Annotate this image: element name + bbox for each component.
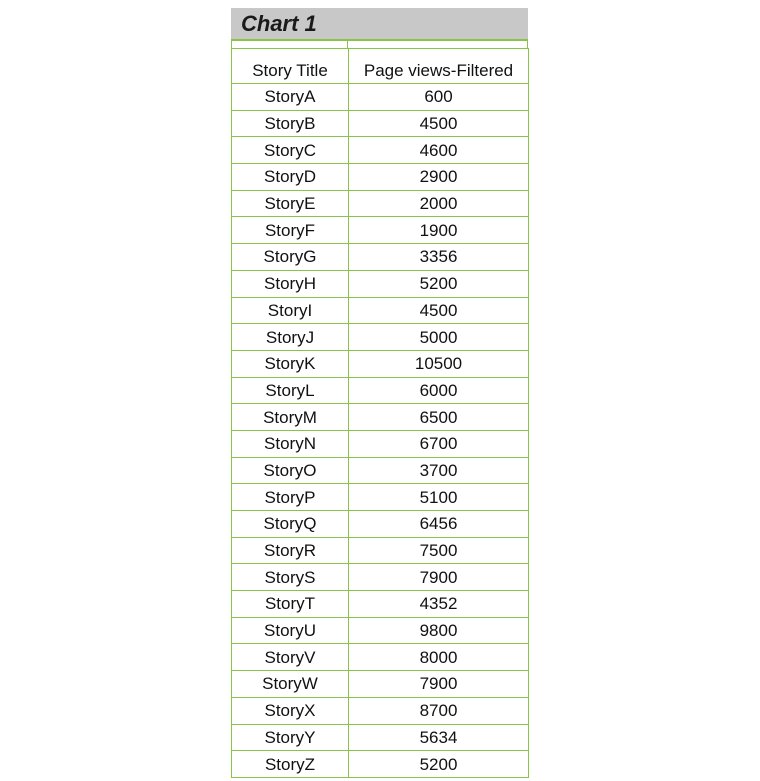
- page-views-cell: 8000: [349, 644, 529, 671]
- story-title-cell: StoryX: [232, 697, 349, 724]
- table-row: [232, 110, 529, 137]
- table-row: [232, 297, 529, 324]
- table-row: [232, 697, 529, 724]
- table-row: [232, 244, 529, 271]
- page-views-cell: 6500: [349, 404, 529, 431]
- table-row: [232, 377, 529, 404]
- page-views-cell: 5634: [349, 724, 529, 751]
- spacer-row: [231, 41, 528, 48]
- story-title-cell: StoryK: [232, 350, 349, 377]
- page-views-cell: 8700: [349, 697, 529, 724]
- page-views-cell: 5200: [349, 751, 529, 778]
- story-title-cell: StoryQ: [232, 511, 349, 538]
- column-header-story-title: Story Title: [232, 49, 349, 84]
- table-row: [232, 324, 529, 351]
- story-title-cell: StoryS: [232, 564, 349, 591]
- page-views-cell: 5200: [349, 270, 529, 297]
- table-row: [232, 270, 529, 297]
- column-header-page-views: Page views-Filtered: [349, 49, 529, 84]
- story-title-cell: StoryP: [232, 484, 349, 511]
- header-row: [232, 49, 529, 84]
- page-views-cell: 5000: [349, 324, 529, 351]
- title-bar: [231, 8, 528, 41]
- page-views-cell: 4352: [349, 591, 529, 618]
- page-views-cell: 7500: [349, 537, 529, 564]
- story-title-cell: StoryE: [232, 190, 349, 217]
- page-views-cell: 600: [349, 84, 529, 111]
- table-row: [232, 457, 529, 484]
- table-row: [232, 190, 529, 217]
- story-title-cell: StoryV: [232, 644, 349, 671]
- story-title-cell: StoryD: [232, 164, 349, 191]
- story-title-cell: StoryH: [232, 270, 349, 297]
- page-views-cell: 4500: [349, 297, 529, 324]
- page-views-cell: 3356: [349, 244, 529, 271]
- table-row: [232, 617, 529, 644]
- table-row: [232, 537, 529, 564]
- page-views-cell: 5100: [349, 484, 529, 511]
- story-title-cell: StoryT: [232, 591, 349, 618]
- story-title-cell: StoryR: [232, 537, 349, 564]
- page-views-cell: 1900: [349, 217, 529, 244]
- table-row: [232, 644, 529, 671]
- story-title-cell: StoryW: [232, 671, 349, 698]
- page-views-cell: 10500: [349, 350, 529, 377]
- story-title-cell: StoryI: [232, 297, 349, 324]
- table-row: [232, 591, 529, 618]
- table-row: [232, 350, 529, 377]
- page-views-cell: 6000: [349, 377, 529, 404]
- table-row: [232, 511, 529, 538]
- page-views-cell: 4500: [349, 110, 529, 137]
- story-title-cell: StoryC: [232, 137, 349, 164]
- table-row: [232, 484, 529, 511]
- page-views-cell: 7900: [349, 671, 529, 698]
- page-views-cell: 2000: [349, 190, 529, 217]
- page-views-cell: 6700: [349, 430, 529, 457]
- chart-title: Chart 1: [241, 10, 317, 36]
- story-title-cell: StoryZ: [232, 751, 349, 778]
- chart-table-container: [231, 8, 528, 778]
- page-views-cell: 4600: [349, 137, 529, 164]
- table-row: [232, 724, 529, 751]
- story-title-cell: StoryJ: [232, 324, 349, 351]
- page-views-cell: 2900: [349, 164, 529, 191]
- page-views-cell: 7900: [349, 564, 529, 591]
- page-views-cell: 6456: [349, 511, 529, 538]
- story-title-cell: StoryM: [232, 404, 349, 431]
- data-table: [231, 48, 529, 778]
- table-row: [232, 84, 529, 111]
- table-row: [232, 430, 529, 457]
- table-body: [232, 84, 529, 778]
- table-row: [232, 404, 529, 431]
- table-row: [232, 751, 529, 778]
- story-title-cell: StoryB: [232, 110, 349, 137]
- story-title-cell: StoryU: [232, 617, 349, 644]
- story-title-cell: StoryL: [232, 377, 349, 404]
- story-title-cell: StoryO: [232, 457, 349, 484]
- story-title-cell: StoryN: [232, 430, 349, 457]
- table-row: [232, 164, 529, 191]
- table-row: [232, 671, 529, 698]
- story-title-cell: StoryY: [232, 724, 349, 751]
- story-title-cell: StoryA: [232, 84, 349, 111]
- table-row: [232, 137, 529, 164]
- story-title-cell: StoryG: [232, 244, 349, 271]
- table-row: [232, 564, 529, 591]
- page-views-cell: 9800: [349, 617, 529, 644]
- page-views-cell: 3700: [349, 457, 529, 484]
- table-row: [232, 217, 529, 244]
- story-title-cell: StoryF: [232, 217, 349, 244]
